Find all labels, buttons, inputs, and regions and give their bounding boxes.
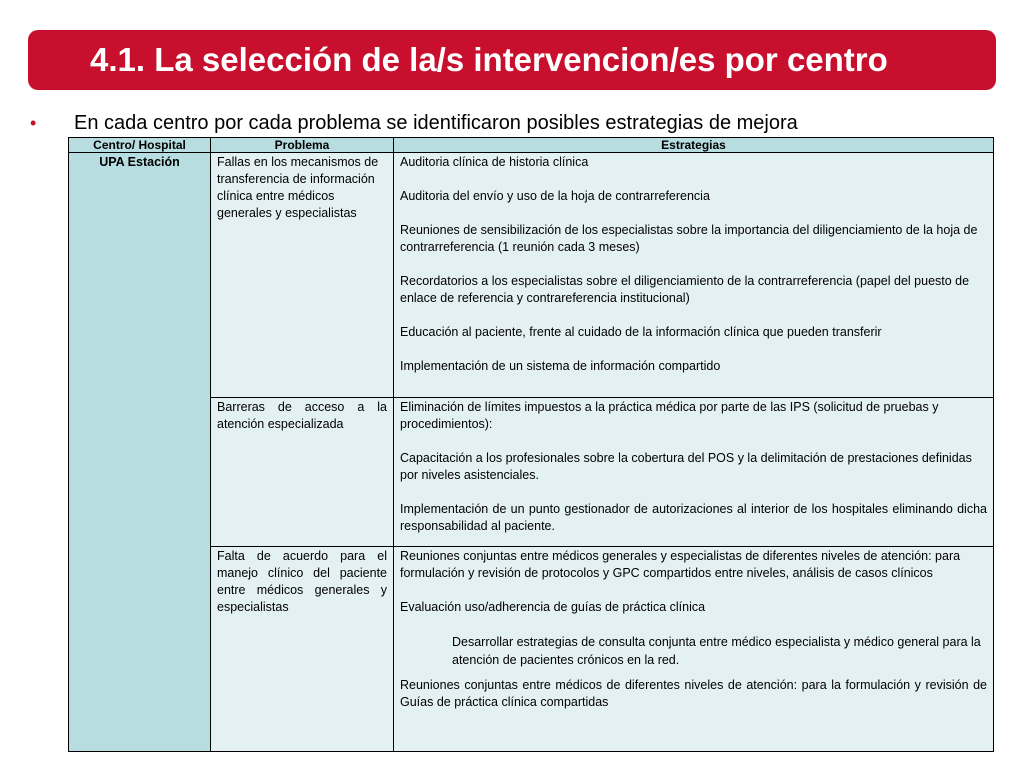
strategy-item: Evaluación uso/adherencia de guías de práctica clínica bbox=[400, 600, 706, 614]
bullet-icon: • bbox=[30, 113, 37, 133]
strategy-item: Reuniones de sensibilización de los especialistas sobre la importancia del diligenciamiento de la hoja de contrarreferencia (1 reunión cada 3 meses) bbox=[400, 223, 978, 254]
estrategias-cell bbox=[394, 398, 994, 547]
title-banner bbox=[28, 30, 996, 90]
bullet-point bbox=[30, 108, 1010, 138]
strategy-item: Eliminación de límites impuestos a la práctica médica por parte de las IPS (solicitud de pruebas y procedimientos): bbox=[400, 400, 939, 431]
strategy-item: Reuniones conjuntas entre médicos de diferentes niveles de atención: para la formulación y revisión de Guías de práctica clínica compartidas bbox=[400, 678, 987, 709]
strategy-item: Auditoria clínica de historia clínica bbox=[400, 155, 589, 169]
centro-cell: UPA Estación bbox=[69, 153, 211, 752]
strategy-item: Desarrollar estrategias de consulta conjunta entre médico especialista y médico general para la atención de pacientes crónicos en la red. bbox=[452, 635, 981, 667]
strategy-item: Recordatorios a los especialistas sobre el diligenciamiento de la contrarreferencia (papel del puesto de enlace de referencia y contrareferencia institucional) bbox=[400, 274, 970, 305]
header-estrategias: Estrategias bbox=[394, 138, 994, 153]
problema-cell: Falta de acuerdo para el manejo clínico del paciente entre médicos generales y especialistas bbox=[211, 547, 394, 752]
table-header-row bbox=[69, 138, 994, 153]
header-problema: Problema bbox=[211, 138, 394, 153]
estrategias-cell bbox=[394, 547, 994, 752]
estrategias-cell bbox=[394, 153, 994, 398]
problema-cell: Fallas en los mecanismos de transferencia de información clínica entre médicos generales y especialistas bbox=[211, 153, 394, 398]
strategy-item: Auditoria del envío y uso de la hoja de contrarreferencia bbox=[400, 189, 710, 203]
strategy-item: Capacitación a los profesionales sobre la cobertura del POS y la delimitación de prestaciones definidas por niveles asistenciales. bbox=[400, 451, 972, 482]
slide-title: 4.1. La selección de la/s intervencion/es por centro bbox=[90, 41, 888, 78]
strategy-item: Implementación de un sistema de información compartido bbox=[400, 359, 721, 373]
strategy-item: Reuniones conjuntas entre médicos generales y especialistas de diferentes niveles de atención: para formulación y revisión de protocolos y GPC compartidos entre niveles, análisis de casos clínicos bbox=[400, 549, 961, 580]
strategy-item: Educación al paciente, frente al cuidado de la información clínica que pueden transferir bbox=[400, 325, 882, 339]
strategy-item: Implementación de un punto gestionador de autorizaciones al interior de los hospitales eliminando dicha responsabilidad al paciente. bbox=[400, 502, 987, 533]
problema-cell: Barreras de acceso a la atención especializada bbox=[211, 398, 394, 547]
table-row bbox=[69, 153, 994, 398]
header-centro: Centro/ Hospital bbox=[69, 138, 211, 153]
bullet-text: En cada centro por cada problema se identificaron posibles estrategias de mejora bbox=[74, 112, 798, 134]
strategies-table bbox=[68, 137, 994, 752]
